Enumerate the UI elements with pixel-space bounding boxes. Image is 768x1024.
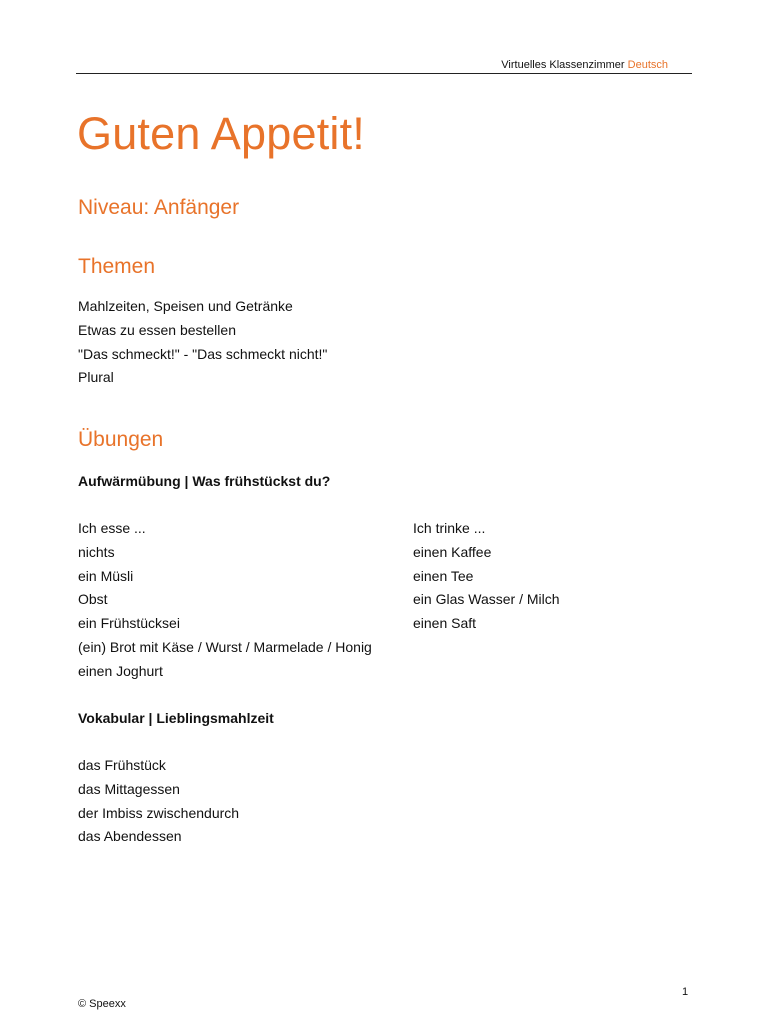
list-item: Obst <box>78 591 108 608</box>
list-item: das Mittagessen <box>78 780 180 797</box>
drink-list <box>413 517 560 636</box>
warmup-title: Aufwärmübung | Was frühstückst du? <box>78 473 331 489</box>
eat-list <box>78 517 372 684</box>
vocab-title: Vokabular | Lieblingsmahlzeit <box>78 710 274 726</box>
list-item: "Das schmeckt!" - "Das schmeckt nicht!" <box>78 345 328 362</box>
themen-list <box>78 295 327 390</box>
list-item: Ich trinke ... <box>413 520 486 536</box>
copyright: © Speexx <box>78 998 126 1010</box>
list-item: einen Joghurt <box>78 662 163 679</box>
list-item: Ich esse ... <box>78 520 146 536</box>
list-item: ein Frühstücksei <box>78 615 180 632</box>
list-item: Etwas zu essen bestellen <box>78 321 236 338</box>
list-item: einen Tee <box>413 567 474 584</box>
list-item: einen Kaffee <box>413 543 492 560</box>
list-item: ein Müsli <box>78 567 134 584</box>
page-number: 1 <box>682 986 689 998</box>
list-item: Plural <box>78 369 114 386</box>
level-heading: Niveau: Anfänger <box>78 196 240 219</box>
list-item: nichts <box>78 543 115 560</box>
page-title: Guten Appetit! <box>77 108 366 159</box>
list-item: das Frühstück <box>78 757 166 773</box>
themen-heading: Themen <box>78 255 156 278</box>
page-header <box>76 56 692 74</box>
uebungen-heading: Übungen <box>78 428 164 451</box>
list-item: das Abendessen <box>78 828 182 845</box>
list-item: Mahlzeiten, Speisen und Getränke <box>78 298 293 314</box>
list-item: der Imbiss zwischendurch <box>78 804 240 821</box>
vocab-list <box>78 754 239 849</box>
list-item: (ein) Brot mit Käse / Wurst / Marmelade / Honig <box>78 638 372 655</box>
list-item: ein Glas Wasser / Milch <box>413 591 560 608</box>
list-item: einen Saft <box>413 615 477 632</box>
header-accent: Deutsch <box>627 59 668 71</box>
header-prefix: Virtuelles Klassenzimmer <box>501 59 625 71</box>
